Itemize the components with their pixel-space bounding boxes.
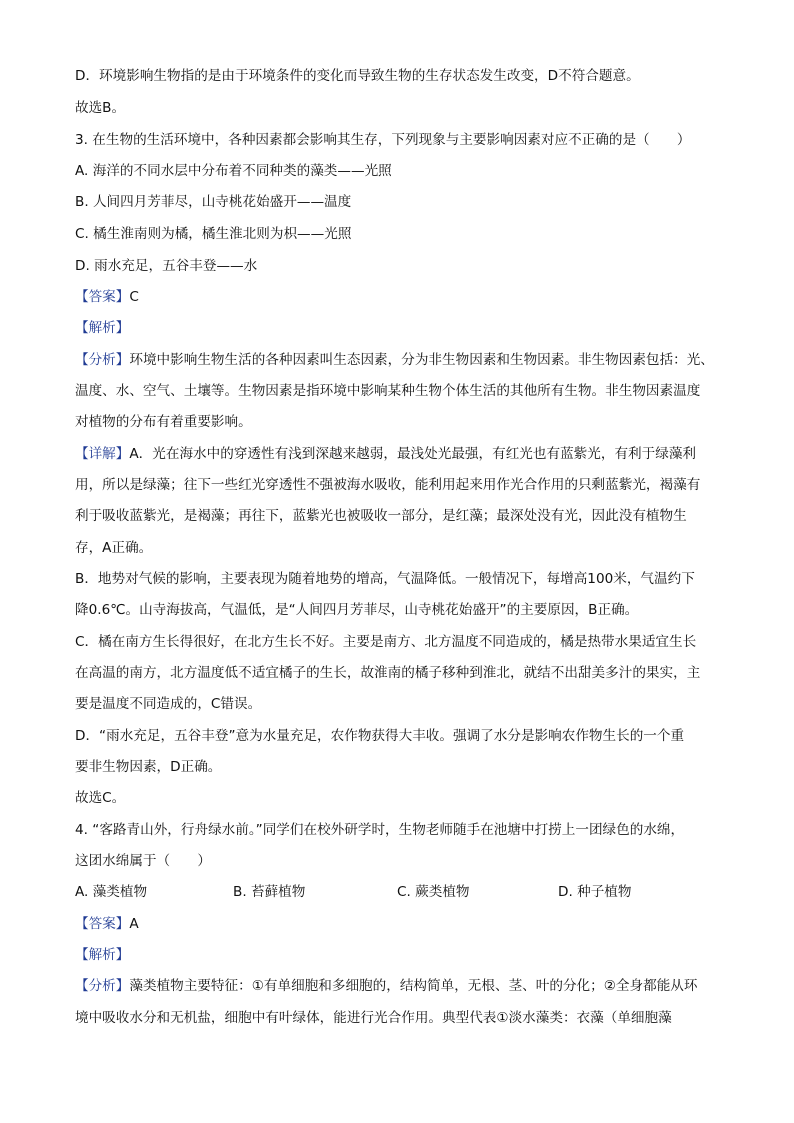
text-line: C．橘在南方生长得很好，在北方生长不好。主要是南方、北方温度不同造成的，橘是热带水果适宜生长 bbox=[75, 634, 697, 650]
question-4-option-d: D. 种子植物 bbox=[558, 884, 632, 900]
question-4-option-b: B. 苔藓植物 bbox=[233, 884, 306, 900]
question-3-option-d: D. 雨水充足，五谷丰登——水 bbox=[75, 258, 258, 274]
text-line: 要是温度不同造成的，C错误。 bbox=[75, 696, 262, 712]
text-line: 在高温的南方，北方温度低不适宜橘子的生长，故淮南的橘子移种到淮北，就结不出甜美多汁的果实，主 bbox=[75, 665, 701, 681]
question-4-stem-cont: 这团水绵属于（ ） bbox=[75, 853, 211, 869]
analysis-line bbox=[75, 318, 725, 338]
text-line: 境中吸收水分和无机盐，细胞中有叶绿体，能进行光合作用。典型代表①淡水藻类：衣藻（单细胞藻 bbox=[75, 1010, 672, 1026]
fenxi-text: 环境中影响生物生活的各种因素叫生态因素，分为非生物因素和生物因素。非生物因素包括：光、 bbox=[129, 352, 714, 368]
text-line: 故选B。 bbox=[75, 100, 126, 116]
question-4-options bbox=[75, 882, 725, 902]
xiangjie-text: A．光在海水中的穿透性有浅到深越来越弱，最浅处光最强，有红光也有蓝紫光，有利于绿藻利 bbox=[129, 446, 697, 462]
text-line: D．环境影响生物指的是由于环境条件的变化而导致生物的生存状态发生改变，D不符合题意。 bbox=[75, 68, 640, 84]
analysis-line bbox=[75, 945, 725, 965]
fenxi-tag: 【分析】 bbox=[75, 352, 130, 368]
text-line: 要非生物因素，D正确。 bbox=[75, 759, 222, 775]
text-line: 利于吸收蓝紫光，是褐藻；再往下，蓝紫光也被吸收一部分，是红藻；最深处没有光，因此没有植物生 bbox=[75, 508, 687, 524]
answer-value: C bbox=[129, 289, 139, 305]
question-4-option-c: C. 蕨类植物 bbox=[397, 884, 470, 900]
text-line: 故选C。 bbox=[75, 790, 126, 806]
fenxi-line bbox=[75, 976, 725, 996]
question-4-option-a: A. 藻类植物 bbox=[75, 884, 148, 900]
text-line: B．地势对气候的影响，主要表现为随着地势的增高，气温降低。一般情况下，每增高100米，气温约下 bbox=[75, 571, 695, 587]
question-3-option-a: A. 海洋的不同水层中分布着不同种类的藻类——光照 bbox=[75, 163, 392, 179]
text-line: 对植物的分布有着重要影响。 bbox=[75, 414, 252, 430]
question-3-stem: 3. 在生物的生活环境中，各种因素都会影响其生存，下列现象与主要影响因素对应不正确的是（ ） bbox=[75, 132, 691, 148]
text-line: 用，所以是绿藻；往下一些红光穿透性不强被海水吸收，能利用起来用作光合作用的只剩蓝紫光，褐藻有 bbox=[75, 477, 701, 493]
answer-line bbox=[75, 287, 725, 307]
text-line: D．“雨水充足，五谷丰登”意为水量充足，农作物获得大丰收。强调了水分是影响农作物生长的一个重 bbox=[75, 728, 685, 744]
fenxi-tag: 【分析】 bbox=[75, 978, 130, 994]
fenxi-line bbox=[75, 350, 725, 370]
analysis-tag: 【解析】 bbox=[75, 947, 130, 963]
text-line: 降0.6℃。山寺海拔高，气温低，是“人间四月芳菲尽，山寺桃花始盛开”的主要原因，B正确。 bbox=[75, 602, 639, 618]
xiangjie-tag: 【详解】 bbox=[75, 446, 130, 462]
question-4-stem: 4. “客路青山外，行舟绿水前。”同学们在校外研学时，生物老师随手在池塘中打捞上一团绿色的水绵， bbox=[75, 822, 685, 838]
text-line: 存，A正确。 bbox=[75, 540, 153, 556]
text-line: 温度、水、空气、土壤等。生物因素是指环境中影响某种生物个体生活的其他所有生物。非生物因素温度 bbox=[75, 383, 701, 399]
xiangjie-line bbox=[75, 444, 725, 464]
question-3-option-c: C. 橘生淮南则为橘，橘生淮北则为枳——光照 bbox=[75, 226, 352, 242]
answer-tag: 【答案】 bbox=[75, 289, 130, 305]
answer-tag: 【答案】 bbox=[75, 916, 130, 932]
answer-line bbox=[75, 914, 725, 934]
fenxi-text: 藻类植物主要特征：①有单细胞和多细胞的，结构简单，无根、茎、叶的分化；②全身都能从环 bbox=[129, 978, 698, 994]
question-3-option-b: B. 人间四月芳菲尽，山寺桃花始盛开——温度 bbox=[75, 194, 352, 210]
answer-value: A bbox=[129, 916, 139, 932]
analysis-tag: 【解析】 bbox=[75, 320, 130, 336]
